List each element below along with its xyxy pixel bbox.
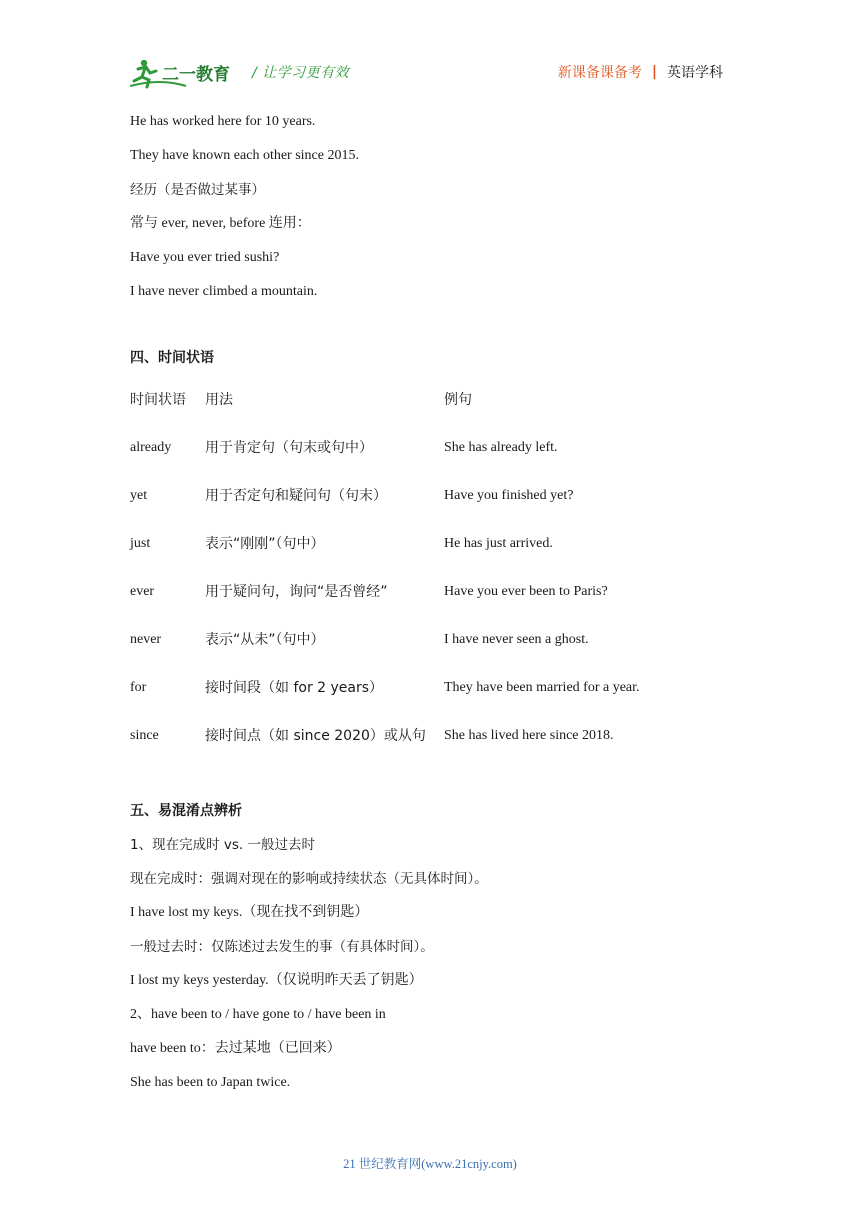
intro-line: Have you ever tried sushi? — [130, 250, 280, 265]
header-separator: | — [651, 64, 657, 80]
table-cell: She has lived here since 2018. — [444, 728, 614, 743]
table-cell: He has just arrived. — [444, 536, 553, 551]
table-cell: She has already left. — [444, 440, 558, 455]
table-cell: for — [130, 680, 147, 695]
body-line: 一般过去时：仅陈述过去发生的事（有具体时间）。 — [130, 939, 434, 955]
table-cell: 用于疑问句，询问“是否曾经” — [205, 584, 388, 600]
table-cell: 接时间段（如 for 2 years） — [205, 680, 384, 696]
table-cell: 接时间点（如 since 2020）或从句 — [205, 728, 426, 744]
table-cell: Have you finished yet? — [444, 488, 574, 503]
section-title: 五、易混淆点辨析 — [130, 803, 242, 819]
table-header: 时间状语 — [130, 392, 186, 408]
body-line: I have lost my keys.（现在找不到钥匙） — [130, 905, 369, 920]
table-cell: since — [130, 728, 159, 743]
table-cell: I have never seen a ghost. — [444, 632, 589, 647]
table-cell: already — [130, 440, 172, 455]
section-title: 四、时间状语 — [130, 350, 214, 366]
table-cell: never — [130, 632, 162, 647]
page-footer: 21 世纪教育网(www.21cnjy.com) — [343, 1157, 517, 1171]
slogan: / 让学习更有效 — [252, 65, 350, 81]
intro-line: I have never climbed a mountain. — [130, 284, 318, 299]
intro-line: He has worked here for 10 years. — [130, 114, 316, 129]
body-line: 现在完成时：强调对现在的影响或持续状态（无具体时间）。 — [130, 871, 488, 887]
table-cell: just — [130, 536, 151, 551]
table-cell: 用于肯定句（句末或句中） — [205, 440, 373, 456]
logo-text: 二一教育 — [162, 65, 230, 85]
header-right — [558, 62, 723, 82]
body-line: I lost my keys yesterday.（仅说明昨天丢了钥匙） — [130, 973, 423, 988]
table-cell: yet — [130, 488, 148, 503]
logo-icon — [130, 56, 242, 90]
table-cell: 表示“刚刚”（句中） — [205, 536, 325, 552]
body-line: 1、现在完成时 vs. 一般过去时 — [130, 837, 315, 853]
body-line: She has been to Japan twice. — [130, 1075, 291, 1090]
table-cell: ever — [130, 584, 155, 599]
table-cell: Have you ever been to Paris? — [444, 584, 608, 599]
table-cell: 表示“从未”（句中） — [205, 632, 325, 648]
intro-line: 常与 ever, never, before 连用： — [130, 216, 311, 231]
intro-line: 经历（是否做过某事） — [130, 182, 265, 198]
intro-line: They have known each other since 2015. — [130, 148, 359, 163]
body-line: have been to：去过某地（已回来） — [130, 1041, 341, 1056]
table-header: 用法 — [205, 392, 233, 408]
body-line: 2、have been to / have gone to / have been in — [130, 1007, 386, 1022]
header-course-label: 新课备课备考 — [557, 65, 642, 81]
table-header: 例句 — [444, 392, 472, 408]
page-header — [0, 0, 860, 100]
table-cell: They have been married for a year. — [444, 680, 640, 695]
table-cell: 用于否定句和疑问句（句末） — [205, 488, 387, 504]
header-subject-label: 英语学科 — [667, 65, 723, 81]
